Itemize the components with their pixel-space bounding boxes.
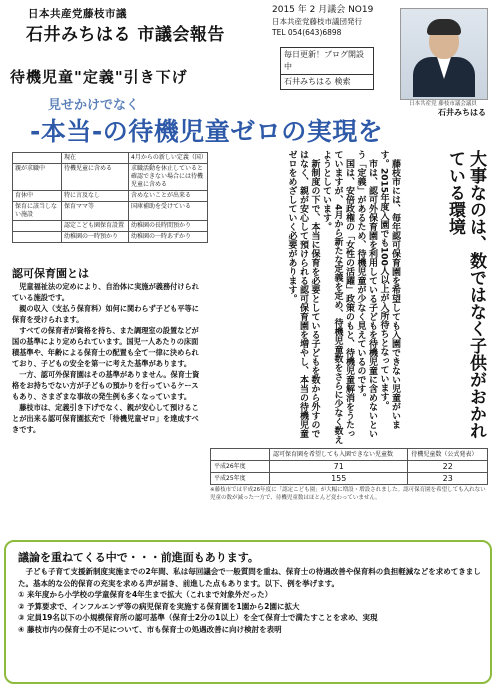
headline: -本当-の待機児童ゼロの実現を: [30, 117, 384, 146]
issue-number: 2015 年 2 月議会 NO19: [272, 5, 374, 15]
table-header-cell: 認可保育園を希望しても入園できない児童数: [270, 449, 408, 461]
table-cell: 155: [270, 473, 408, 485]
table-row: [13, 191, 208, 202]
table-cell: 幼稚園の長時間預かり: [129, 221, 208, 232]
main-article: [194, 150, 400, 445]
paragraph: 藤枝市は、定義引き下げでなく、親が安心して預けることが出来る認可保育園拡充で「待機児童ゼロ」を達成すべきです。: [12, 403, 199, 434]
table-cell: 平成26年度: [211, 461, 270, 473]
progress-item: ② 予算要求で、インフルエンザ等の病児保育を実施する保育園を1園から2園に拡大: [18, 601, 300, 611]
portrait-photo: [400, 8, 488, 100]
table-header-row: [211, 449, 488, 461]
table-cell: 特に言及なし: [62, 191, 129, 202]
table-note: ※藤枝市では平成26年度に「認定こども園」が大幅に増設・増設されました。認可保育園を希望しても入れない児童の数が減った一方で、待機児童数はほとんど変わっていません。: [210, 487, 486, 501]
progress-body: [18, 566, 484, 635]
section-body: [12, 281, 202, 435]
table-cell: 国庫補助を受けている: [129, 202, 208, 221]
table-cell: 保育に該当しない施設: [13, 202, 62, 221]
section-title: 認可保育園とは: [12, 267, 89, 280]
table-cell: 認定こども園保育設置: [62, 221, 129, 232]
issue-info: [272, 5, 373, 38]
table-cell: 4月からの新しい定義（国）: [129, 153, 208, 164]
article-paragraph: 国は、安倍政権の「女性の活躍」政策のもと、待機児童解消をうたっていますが、4月から新たな定義を定め、待機児童数をさらに少なく数えようとしています。: [321, 150, 354, 445]
key-message: 大事なのは、数ではなく子供がおかれている環境: [445, 150, 486, 439]
definition-table: [12, 152, 208, 243]
table-cell: 現在: [62, 153, 129, 164]
photo-name: 石井みちはる: [438, 108, 486, 117]
blog-search-link[interactable]: 石井みちはる 検索: [284, 77, 351, 86]
table-cell: 待機児童に含める: [62, 164, 129, 191]
paragraph: すべての保育者が資格を持ち、また調理室の設置などが国の基準により定められています。国児一人あたりの床面積基準や、年齢による保育士の配置も全て一律に決められており、子どもの安全を第一に考えた基準があります。: [12, 326, 199, 368]
publisher: 日本共産党藤枝市議団発行: [272, 17, 362, 26]
table-header-cell: 待機児童数（公式発表）: [408, 449, 488, 461]
progress-item: ④ 藤枝市内の保育士の不足について、市も保育士の処遇改善に向け検討を表明: [18, 624, 282, 634]
table-cell: 幼稚園の一時預かり: [62, 232, 129, 243]
party-label: 日本共産党藤枝市議: [28, 8, 127, 20]
progress-item: ③ 定員19名以下の小規模保育所の認可基準（保育士2分の1以上）を全て保育士で満たすことを求め、実現: [18, 613, 378, 622]
article-paragraph: 藤枝市には、毎年認可保育園を希望しても入園できない児童がいます。2015年度入園でも100人以上が入所待ちとなっています。: [378, 150, 400, 429]
waiting-children-table: [210, 448, 488, 485]
article-paragraph: 新制度の下で、本当に保育を必要としている子どもを数から外すのではなく、親が安心して預けられる認可保育園を増やし、本当の待機児童ゼロをめざしていく必要があります。: [286, 150, 320, 438]
table-cell: 求職活動を休止していると確認できない場合には待機児童に含める: [129, 164, 208, 191]
table-row: [13, 232, 208, 243]
table-row: [211, 473, 488, 485]
table-row: [211, 461, 488, 473]
table-cell: 23: [408, 473, 488, 485]
table-cell: [13, 232, 62, 243]
table-cell: 幼稚園の一時あずかり: [129, 232, 208, 243]
phone: TEL 054(643)6898: [272, 28, 342, 37]
progress-item: ① 来年度から小学校の学童保育を4年生まで拡大（これまで対象外だった）: [18, 590, 273, 599]
table-cell: 育休中: [13, 191, 62, 202]
progress-intro: 子ども子育て支援新制度実施までの2年間、私は毎回議会で一般質問を重ね、保育士の待遇改善や保育料の負担軽減などを求めてきました。基本的な公的保育の充実を求める声が届き、前進した点もあります。以下、例を挙げます。: [18, 567, 481, 588]
table-cell: [13, 153, 62, 164]
table-cell: [13, 221, 62, 232]
progress-title: 議論を重ねてくる中で・・・前進面もあります。: [18, 551, 259, 564]
table-cell: 71: [270, 461, 408, 473]
blog-box: [280, 47, 374, 90]
paragraph: 児童福祉法の定めにより、自治体に実施が義務付けられている施設です。: [12, 282, 199, 302]
table-header-cell: [211, 449, 270, 461]
table-cell: 平成25年度: [211, 473, 270, 485]
table-cell: 含めないことが出来る: [129, 191, 208, 202]
article-paragraph: 市は、認可外保育園を利用している子どもを待機児童に含めないという「定義」があるため、待機児童が少なく見えているのです。: [355, 150, 377, 438]
table-row: [13, 153, 208, 164]
subheading: 見せかけでなく: [48, 98, 140, 113]
table-cell: 親が求職中: [13, 164, 62, 191]
paragraph: 親の収入（支払う保育料）如何に関わらず子ども平等に保育を受けられます。: [12, 304, 199, 324]
newsletter-title: 石井みちはる 市議会報告: [26, 25, 225, 45]
table-row: [13, 221, 208, 232]
table-cell: 保育ママ等: [62, 202, 129, 221]
table-row: [13, 202, 208, 221]
blog-notice: 毎日更新！ブログ開設中: [281, 48, 373, 75]
slogan: 待機児童"定義"引き下げ: [10, 68, 188, 86]
paragraph: 一方、認可外保育園はその基準がありません。保育士資格をお持ちでない方が子どもの預かりを行っているケースもあり、さまざまな事故の発生例も多くなっています。: [12, 370, 200, 401]
table-row: [13, 164, 208, 191]
table-cell: 22: [408, 461, 488, 473]
photo-caption: 日本共産党 藤枝市議会議員: [409, 101, 477, 107]
